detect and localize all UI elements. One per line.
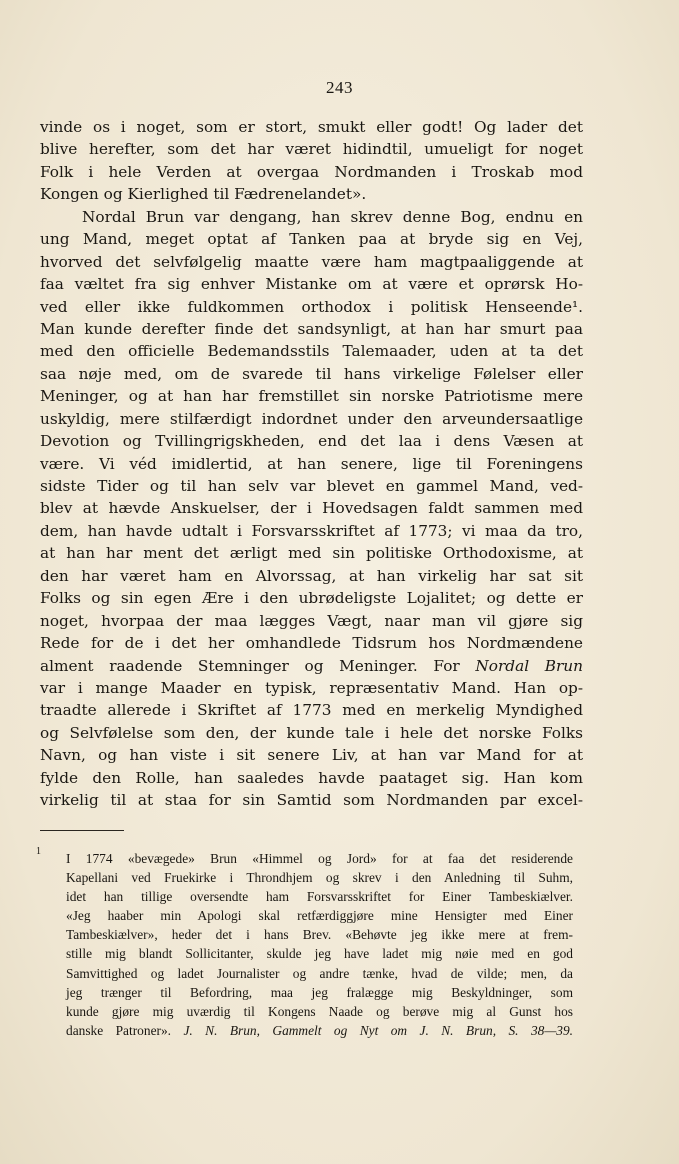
body-line: Folks og sin egen Ære i den ubrødeligste Lojalitet; og dette er bbox=[40, 589, 583, 608]
footnote-line: kunde gjøre mig uværdig til Kongens Naade og berøve mig al Gunst hos bbox=[66, 1003, 573, 1019]
body-line: ved eller ikke fuldkommen orthodox i politisk Henseende¹. bbox=[40, 297, 583, 316]
footnote-citation: J. N. Brun, Gammelt og Nyt om J. N. Brun, S. 38—39. bbox=[183, 1022, 573, 1038]
body-line: Devotion og Tvillingrigskheden, end det laa i dens Væsen at bbox=[40, 432, 583, 451]
footnote-line-start: danske Patroner». bbox=[66, 1022, 184, 1038]
footnote-divider bbox=[40, 830, 124, 831]
body-line: Nordal Brun var dengang, han skrev denne Bog, endnu en bbox=[82, 207, 583, 226]
body-line-start: alment raadende Stemninger og Meninger. For bbox=[40, 656, 476, 675]
footnote-line: «Jeg haaber min Apologi skal retfærdiggjøre mine Hensigter med Einer bbox=[66, 908, 573, 924]
body-line: faa væltet fra sig enhver Mistanke om at være et oprørsk Ho- bbox=[40, 275, 583, 294]
footnote-line: stille mig blandt Sollicitanter, skulde jeg have ladet mig nøie med en god bbox=[66, 946, 573, 962]
body-line: med den officielle Bedemandsstils Talemaader, uden at ta det bbox=[40, 342, 583, 361]
body-line: blive herefter, som det har været hidindtil, umueligt for noget bbox=[40, 140, 583, 159]
body-line: dem, han havde udtalt i Forsvarsskriftet af 1773; vi maa da tro, bbox=[40, 521, 583, 540]
italic-name: Nordal Brun bbox=[475, 656, 583, 675]
footnote-line: I 1774 «bevægede» Brun «Himmel og Jord» for at faa det residerende bbox=[66, 851, 573, 866]
body-line: traadte allerede i Skriftet af 1773 med en merkelig Myndighed bbox=[40, 701, 583, 720]
body-line: Rede for de i det her omhandlede Tidsrum hos Nordmændene bbox=[40, 634, 583, 653]
body-line: virkelig til at staa for sin Samtid som Nordmanden par excel- bbox=[40, 791, 583, 810]
footnote-line: idet han tillige oversendte ham Forsvarsskriftet for Einer Tambeskiælver. bbox=[66, 889, 573, 905]
footnote-line: jeg trænger til Befordring, maa jeg fralægge mig Beskyldninger, som bbox=[66, 984, 573, 1000]
body-line: Kongen og Kierlighed til Fædrenelandet». bbox=[40, 185, 367, 204]
body-line: hvorved det selvfølgelig maatte være ham magtpaaliggende at bbox=[40, 252, 583, 271]
body-line: var i mange Maader en typisk, repræsentativ Mand. Han op- bbox=[40, 678, 583, 697]
footnote-text bbox=[66, 849, 573, 1040]
body-line: Meninger, og at han har fremstillet sin norske Patriotisme mere bbox=[40, 387, 583, 406]
body-line: fylde den Rolle, han saaledes havde paataget sig. Han kom bbox=[40, 768, 583, 787]
body-line: uskyldig, mere stilfærdigt indordnet under den arveundersaatlige bbox=[40, 409, 583, 428]
body-line: være. Vi véd imidlertid, at han senere, lige til Foreningens bbox=[40, 454, 583, 473]
body-text bbox=[40, 116, 583, 812]
body-line: sidste Tider og til han selv var blevet en gammel Mand, ved- bbox=[40, 477, 583, 495]
footnote-last-line bbox=[66, 1021, 573, 1040]
body-line: saa nøje med, om de svarede til hans virkelige Følelser eller bbox=[40, 364, 583, 383]
body-line: blev at hævde Anskuelser, der i Hovedsagen faldt sammen med bbox=[40, 499, 583, 518]
body-line: Folk i hele Verden at overgaa Nordmanden i Troskab mod bbox=[40, 162, 583, 181]
page-number: 243 bbox=[326, 78, 353, 97]
footnote-marker: 1 bbox=[36, 846, 41, 857]
footnote-line: Samvittighed og ladet Journalister og andre tænke, hvad de vilde; men, da bbox=[66, 965, 573, 981]
body-line: noget, hvorpaa der maa lægges Vægt, naar man vil gjøre sig bbox=[40, 611, 583, 630]
body-line: ung Mand, meget optat af Tanken paa at bryde sig en Vej, bbox=[40, 230, 583, 249]
body-line: at han har ment det ærligt med sin politiske Orthodoxisme, at bbox=[40, 544, 583, 563]
body-line-with-name bbox=[40, 655, 583, 677]
body-line: Navn, og han viste i sit senere Liv, at han var Mand for at bbox=[40, 746, 583, 765]
footnote-line: Kapellani ved Fruekirke i Throndhjem og skrev i den Anledning til Suhm, bbox=[66, 870, 573, 886]
body-line: den har været ham en Alvorssag, at han virkelig har sat sit bbox=[40, 566, 583, 585]
body-line: vinde os i noget, som er stort, smukt eller godt! Og lader det bbox=[40, 118, 583, 136]
body-line: og Selvfølelse som den, der kunde tale i hele det norske Folks bbox=[40, 723, 583, 742]
body-line: Man kunde derefter finde det sandsynligt, at han har smurt paa bbox=[40, 319, 583, 338]
footnote-line: Tambeskiælver», heder det i hans Brev. «Behøvte jeg ikke mere at frem- bbox=[66, 927, 573, 943]
